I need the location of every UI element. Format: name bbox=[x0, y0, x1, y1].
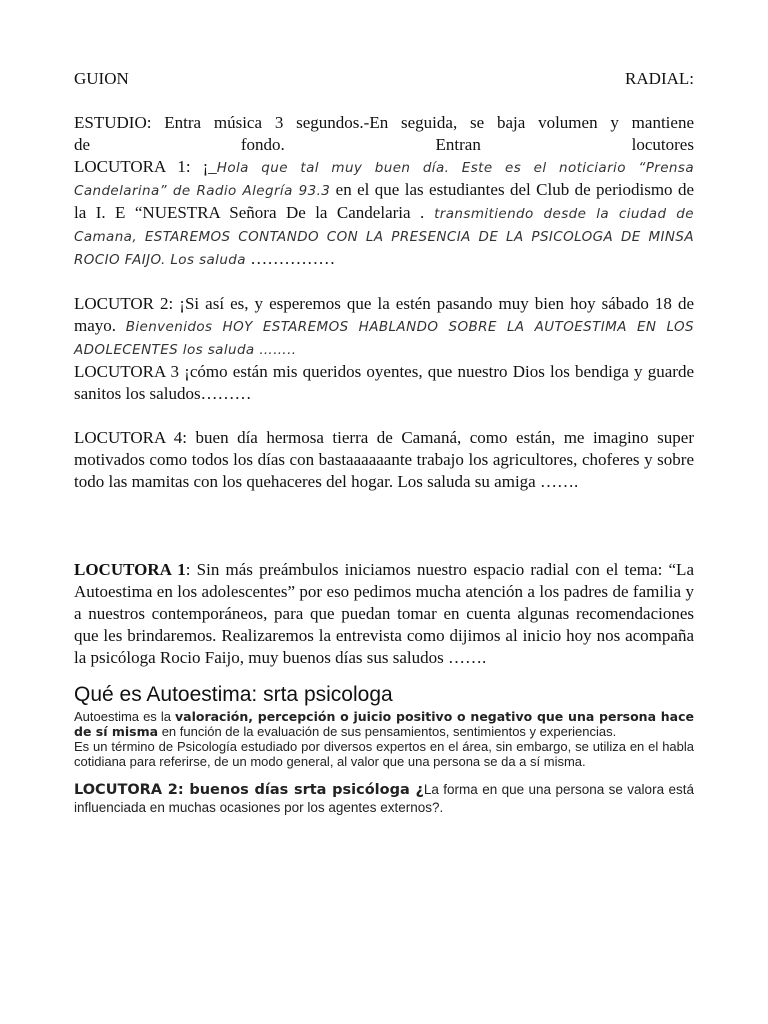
estudio-line-1: ESTUDIO: Entra música 3 segundos.-En seguida, se baja volumen y mantiene bbox=[74, 113, 694, 132]
estudio-word: locutores bbox=[631, 135, 694, 154]
definition-bold: valoración, percepción o juicio positivo o negativo que una persona hace de sí misma bbox=[74, 709, 695, 739]
locutora-1b-text: : Sin más preámbulos iniciamos nuestro espacio radial con el tema: “La Autoestima en los adolescentes” por eso pedimos mucha atención a los padres de familia y a nuestros contemporáneos, para que puedan tomar en cuenta algunas recomendaciones que les brindaremos. Realizaremos la entrevista como dijimos al inicio hoy nos acompaña la psicóloga Rocio Faijo, muy buenos días sus saludos ……. bbox=[74, 560, 694, 667]
definition-rest: en función de la evaluación de sus pensamientos, sentimientos y experiencias. bbox=[158, 724, 617, 739]
locutora-1-paragraph bbox=[74, 156, 694, 271]
estudio-word: fondo. bbox=[240, 135, 285, 154]
locutora-1-transmission: transmitiendo desde la ciudad de Camana, ESTAREMOS CONTANDO CON LA PRESENCIA DE LA PSICOLOGA DE MINSA ROCIO FAIJO. Los saluda bbox=[74, 206, 694, 268]
estudio-line-2 bbox=[74, 134, 694, 156]
estudio-word: Entran bbox=[435, 135, 481, 154]
locutor-2-paragraph bbox=[74, 293, 694, 361]
locutor-2-welcome: Bienvenidos HOY ESTAREMOS HABLANDO SOBRE LA AUTOESTIMA EN LOS ADOLECENTES los saluda …….. bbox=[74, 319, 694, 358]
locutora-2b-question: La forma en que una persona se valora está influenciada en muchas ocasiones por los agentes externos?. bbox=[74, 782, 694, 815]
locutora-3-paragraph: LOCUTORA 3 ¡cómo están mis queridos oyentes, que nuestro Dios los bendiga y guarde sanitos los saludos……… bbox=[74, 362, 694, 403]
estudio-paragraph bbox=[74, 112, 694, 271]
estudio-word: de bbox=[74, 135, 91, 154]
locutora-1-dots: …………… bbox=[250, 249, 336, 268]
locutora-1-label: LOCUTORA 1: ¡_ bbox=[74, 157, 217, 176]
locutor-2-text: LOCUTOR 2: ¡Si así es, y esperemos que la estén pasando muy bien hoy sábado 18 de mayo. bbox=[74, 294, 694, 335]
locutora-2b-label: LOCUTORA 2: buenos días srta psicóloga ¿ bbox=[74, 782, 424, 798]
section-heading: Qué es Autoestima: srta psicologa bbox=[74, 683, 393, 706]
definition-intro: Autoestima es la bbox=[74, 709, 175, 724]
locutora-4-paragraph: LOCUTORA 4: buen día hermosa tierra de Camaná, como están, me imagino super motivados como todos los días con bastaaaaaante trabajo los agricultores, choferes y sobre todo las mamitas con los quehaceres del hogar. Los saluda su amiga ……. bbox=[74, 428, 694, 491]
definition-paragraph bbox=[74, 709, 694, 739]
locutora-1-greeting: Hola que tal muy buen día. Este es el noticiario “Prensa Candelarina” de Radio Alegría 93.3 bbox=[74, 160, 694, 199]
locutora-1-club: en el que las estudiantes del Club de periodismo de la I. E “NUESTRA Señora De la Candelaria . bbox=[74, 180, 694, 222]
locutora-1-intro-paragraph bbox=[74, 559, 694, 669]
definition-paragraph-2: Es un término de Psicología estudiado por diversos expertos en el área, sin embargo, se utiliza en el habla cotidiana para referirse, de un modo general, al valor que una persona se da a sí misma. bbox=[74, 739, 694, 769]
title-right: RADIAL: bbox=[625, 69, 694, 88]
document-page bbox=[74, 68, 694, 816]
title-left: GUION bbox=[74, 69, 129, 88]
locutora-1b-label: LOCUTORA 1 bbox=[74, 560, 186, 579]
locutora-2-question-paragraph bbox=[74, 781, 694, 816]
title-line bbox=[74, 68, 694, 90]
